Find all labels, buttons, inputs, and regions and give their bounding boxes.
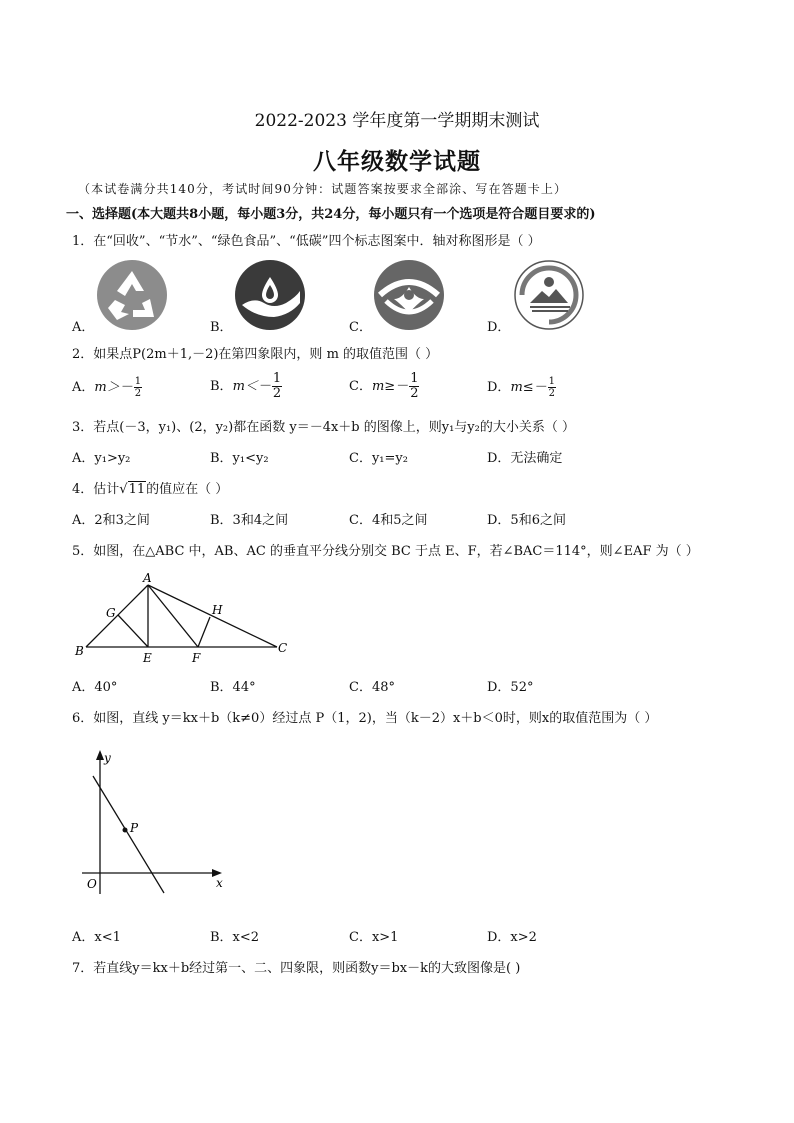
label-c: C: [278, 641, 288, 655]
question-6: 6．如图，直线 y＝kx＋b（k≠0）经过点 P（1，2)，当（k－2）x＋b＜0时，则x的取值范围为（ ）: [72, 711, 658, 726]
sqrt-sign: √: [119, 482, 128, 497]
label-p: P: [130, 821, 139, 835]
q4-radicand: 11: [128, 482, 146, 497]
q3-option-d[interactable]: D．无法确定: [487, 451, 563, 466]
triangle-figure: [72, 568, 302, 668]
q1-option-a[interactable]: A．: [72, 320, 95, 335]
q6-option-a[interactable]: A．x<1: [72, 930, 121, 945]
question-7: 7．若直线y＝kx＋b经过第一、二、四象限，则函数y＝bx－k的大致图像是( ): [72, 961, 521, 976]
q2-option-b[interactable]: [210, 372, 283, 401]
option-expr: m＞－: [94, 380, 133, 395]
exam-note: （本试卷满分共140分，考试时间90分钟：试题答案按要求全部涂、写在答题卡上）: [78, 182, 568, 196]
label-f: F: [192, 651, 201, 665]
option-label: D．: [487, 380, 511, 395]
q5-option-b[interactable]: B．44°: [210, 680, 256, 695]
question-3: 3．若点(－3，y₁)、(2，y₂)都在函数 y＝－4x＋b 的图像上，则y₁与y₂的大小关系（ ）: [72, 420, 575, 435]
exam-title: 2022-2023 学年度第一学期期末测试: [254, 111, 540, 131]
recycle-logo-icon: [95, 259, 171, 331]
q1-option-c[interactable]: C．: [349, 320, 372, 335]
q3-option-c[interactable]: C．y₁=y₂: [349, 451, 408, 466]
option-label: A．: [72, 380, 95, 395]
green-food-logo-icon: [372, 259, 448, 331]
option-label: C．: [349, 379, 372, 394]
question-4: [72, 478, 228, 497]
label-g: G: [106, 606, 116, 620]
q3-option-b[interactable]: B．y₁<y₂: [210, 451, 269, 466]
axis-x-label: x: [216, 876, 223, 890]
fraction: $\frac{1}{2}$: [548, 376, 556, 399]
q4-option-d[interactable]: D．5和6之间: [487, 513, 566, 528]
option-expr: m＜－: [232, 379, 271, 394]
q6-option-b[interactable]: B．x<2: [210, 930, 260, 945]
q1-option-d[interactable]: D．: [487, 320, 511, 335]
option-label: B．: [210, 379, 233, 394]
label-h: H: [212, 603, 223, 617]
low-carbon-logo-icon: [512, 259, 588, 331]
q1-option-b[interactable]: B．: [210, 320, 233, 335]
question-1: 1．在“回收”、“节水”、“绿色食品”、“低碳”四个标志图案中．轴对称图形是（ ）: [72, 234, 541, 249]
q3-option-a[interactable]: A．y₁>y₂: [72, 451, 131, 466]
option-expr: m≤－: [510, 380, 547, 395]
q4-option-c[interactable]: C．4和5之间: [349, 513, 428, 528]
q5-option-d[interactable]: D．52°: [487, 680, 534, 695]
label-a: A: [143, 571, 152, 585]
point-p: [123, 828, 128, 833]
q4-option-b[interactable]: B．3和4之间: [210, 513, 289, 528]
option-expr: m≥－: [371, 379, 409, 394]
question-2: 2．如果点P(2m＋1,－2)在第四象限内，则 m 的取值范围（ ）: [72, 347, 439, 362]
q6-option-d[interactable]: D．x>2: [487, 930, 537, 945]
water-saving-logo-icon: [234, 259, 310, 331]
origin-label: O: [87, 877, 97, 891]
label-e: E: [143, 651, 152, 665]
q5-option-a[interactable]: A．40°: [72, 680, 118, 695]
question-5: 5．如图，在△ABC 中，AB、AC 的垂直平分线分别交 BC 于点 E、F，若∠BAC＝114°，则∠EAF 为（ ）: [72, 544, 699, 559]
q2-option-a[interactable]: [72, 376, 143, 399]
section-heading: 一、选择题(本大题共8小题，每小题3分，共24分，每小题只有一个选项是符合题目要求的): [66, 207, 596, 222]
axis-y-label: y: [104, 751, 111, 765]
q4-option-a[interactable]: A．2和3之间: [72, 513, 150, 528]
label-b: B: [75, 644, 84, 658]
q5-option-c[interactable]: C．48°: [349, 680, 395, 695]
line-graph-figure: [78, 748, 228, 896]
fraction: $\frac{1}{2}$: [410, 371, 419, 401]
fraction: $\frac{1}{2}$: [272, 371, 282, 401]
q2-option-c[interactable]: [349, 372, 420, 401]
fraction: $\frac{1}{2}$: [134, 376, 142, 399]
q2-option-d[interactable]: [487, 376, 557, 399]
q4-text-pre: 4．估计: [72, 482, 120, 497]
q4-text-post: 的值应在（ ）: [146, 482, 229, 497]
q6-option-c[interactable]: C．x>1: [349, 930, 399, 945]
exam-subtitle: 八年级数学试题: [313, 148, 481, 175]
